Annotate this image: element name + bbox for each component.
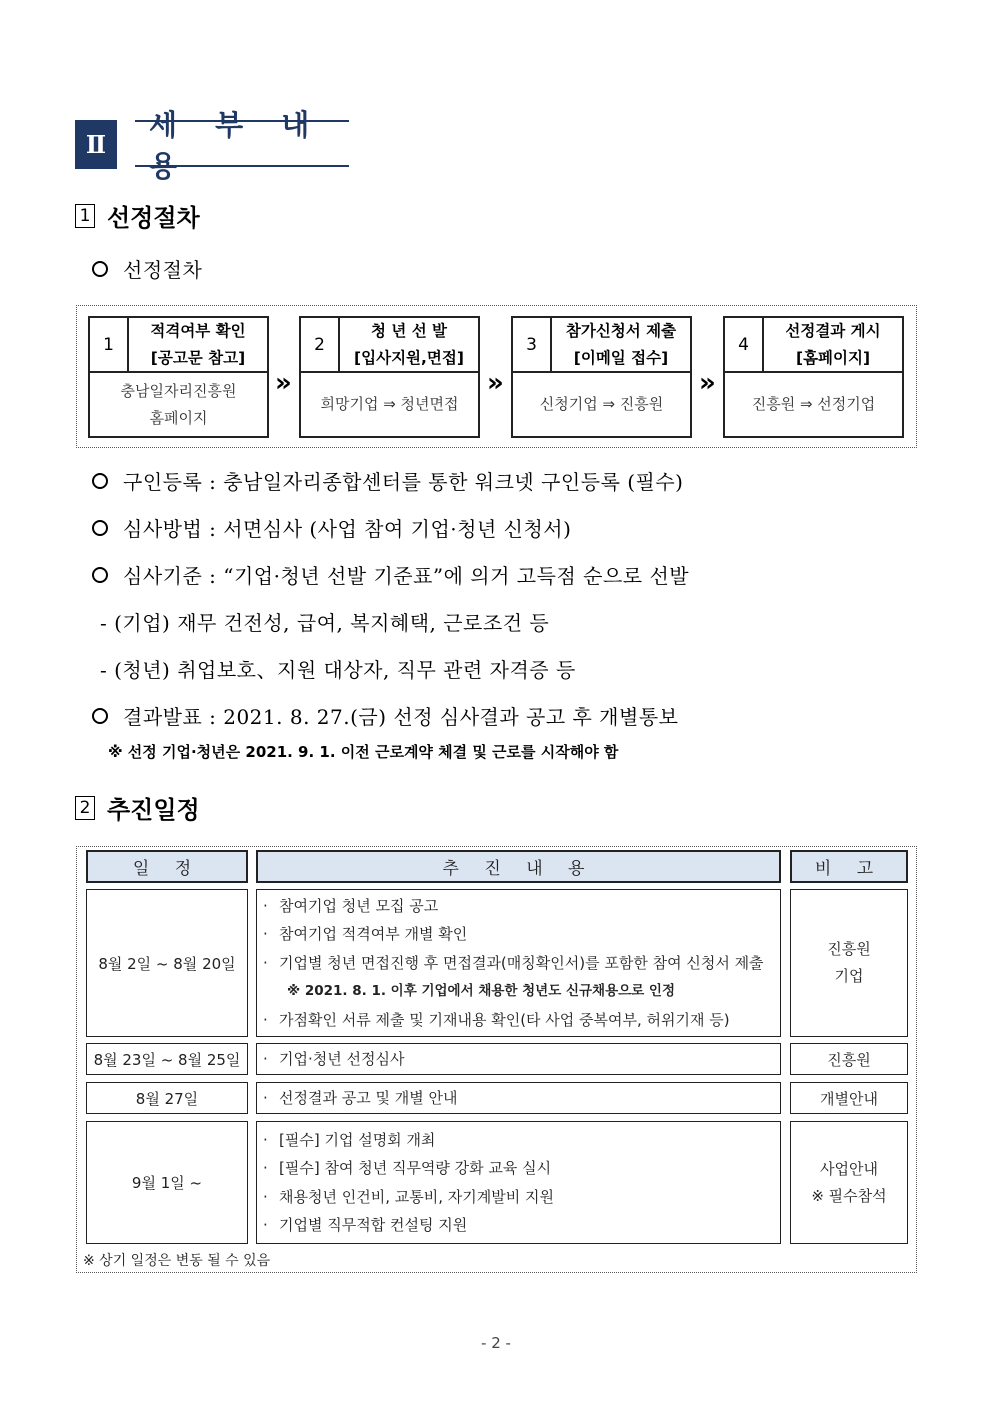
step-body: 진흥원 ⇒ 선정기업 [751,395,876,413]
bullet-review-criteria: 심사기준 : “기업·청년 선발 기준표”에 의거 고득점 순으로 선발 [92,560,689,589]
process-step-4 [723,316,904,438]
schedule-content-cell [256,1082,781,1114]
schedule-content-cell [256,1121,781,1244]
subsection-number: 2 [75,796,95,820]
bullet-recruit-register: 구인등록 : 충남일자리종합센터를 통한 워크넷 구인등록 (필수) [92,466,684,495]
list-item: · [필수] 기업 설명회 개최 [263,1130,436,1149]
section-number: Ⅱ [75,120,117,169]
list-item: · 가점확인 서류 제출 및 기재내용 확인(타 사업 중복여부, 허위기재 등) [263,1010,730,1029]
ring-bullet-icon [92,567,108,583]
step-number: 3 [513,318,552,371]
bullet-selection-procedure: 선정절차 [92,254,202,283]
list-item: · 기업·청년 선정심사 [263,1049,405,1068]
list-item: · 참여기업 적격여부 개별 확인 [263,925,468,944]
schedule-date-cell: 8월 27일 [86,1082,248,1114]
criteria-youth: - (청년) 취업보호、지원 대상자, 직무 관련 자격증 등 [100,658,576,682]
schedule-date-cell: 8월 2일 ~ 8월 20일 [86,889,248,1037]
list-item: · 참여기업 청년 모집 공고 [263,896,439,915]
header-content: 추 진 내 용 [256,850,781,883]
step-title: 적격여부 확인 [공고문 참고] [150,321,246,367]
header-date: 일 정 [86,850,248,883]
list-item: · 선정결과 공고 및 개별 안내 [263,1088,458,1107]
step-body: 충남일자리진흥원 홈페이지 [120,381,237,427]
ring-bullet-icon [92,520,108,536]
process-step-1 [88,316,269,438]
list-note: ※ 2021. 8. 1. 이후 기업에서 채용한 청년도 신규채용으로 인정 [287,983,675,1000]
subsection-heading-selection [75,198,200,233]
process-step-3 [511,316,692,438]
step-body: 희망기업 ⇒ 청년면접 [320,395,459,413]
result-note: ※ 선정 기업·청년은 2021. 9. 1. 이전 근로계약 체결 및 근로를 시작해야 함 [108,743,619,761]
schedule-remark-cell: 사업안내 ※ 필수참석 [790,1121,908,1244]
subsection-heading-schedule [75,790,200,825]
schedule-remark-cell: 진흥원 [790,1043,908,1075]
step-title: 선정결과 게시 [홈페이지] [785,321,881,367]
list-item: · 기업별 청년 면접진행 후 면접결과(매칭확인서)를 포함한 참여 신청서 제출 [263,953,764,972]
schedule-date-cell: 8월 23일 ~ 8월 25일 [86,1043,248,1075]
schedule-date-cell: 9월 1일 ~ [86,1121,248,1244]
list-item: · 채용청년 인건비, 교통비, 자기계발비 지원 [263,1187,554,1206]
step-number: 4 [725,318,764,371]
ring-bullet-icon [92,261,108,277]
schedule-remark-cell: 진흥원 기업 [790,889,908,1037]
step-number: 1 [90,318,129,371]
flow-arrow-icon: » [275,368,292,398]
step-number: 2 [301,318,340,371]
flow-arrow-icon: » [699,368,716,398]
bullet-result-announcement: 결과발표 : 2021. 8. 27.(금) 선정 심사결과 공고 후 개별통보 [92,701,678,730]
step-body: 신청기업 ⇒ 진흥원 [539,395,664,413]
list-item: · [필수] 참여 청년 직무역량 강화 교육 실시 [263,1159,552,1177]
subsection-number: 1 [75,204,95,228]
process-step-2 [299,316,480,438]
flow-arrow-icon: » [487,368,504,398]
section-title: 세 부 내 용 [135,120,349,167]
schedule-content-cell [256,889,781,1037]
ring-bullet-icon [92,708,108,724]
subsection-title: 추진일정 [107,796,200,824]
header-remark: 비 고 [790,850,908,883]
ring-bullet-icon [92,473,108,489]
step-title: 참가신청서 제출 [이메일 접수] [565,321,677,367]
step-title: 청 년 선 발 [입사지원,면접] [354,321,464,367]
schedule-content-cell [256,1043,781,1075]
criteria-company: - (기업) 재무 건전성, 급여, 복지혜택, 근로조건 등 [100,611,550,635]
page-number: - 2 - [481,1334,511,1352]
list-item: · 기업별 직무적합 컨설팅 지원 [263,1216,468,1234]
subsection-title: 선정절차 [107,204,200,232]
schedule-footnote: ※ 상기 일정은 변동 될 수 있음 [83,1253,271,1269]
bullet-review-method: 심사방법 : 서면심사 (사업 참여 기업·청년 신청서) [92,513,571,542]
schedule-remark-cell: 개별안내 [790,1082,908,1114]
